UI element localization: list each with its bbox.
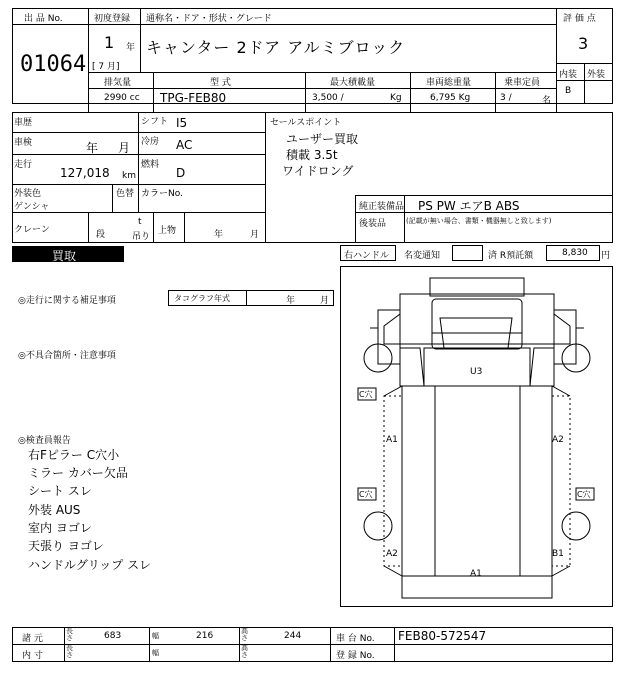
- fuel-value: D: [176, 166, 186, 180]
- dims-label: 諸 元: [22, 634, 43, 644]
- registration-label: 登 録 No.: [336, 651, 375, 661]
- lot-label: 出 品 No.: [24, 14, 63, 24]
- recycle-unit: 円: [601, 251, 611, 261]
- damage-mark-b1-right: B1: [552, 549, 564, 559]
- type-value: TPG-FEB80: [160, 91, 227, 105]
- driving-notes-label: ◎走行に関する補足事項: [18, 296, 116, 306]
- mileage-label: 走行: [14, 160, 33, 170]
- inspector-line-7: ハンドルグリップ スレ: [28, 558, 152, 572]
- color-change-label: 色替: [116, 189, 135, 199]
- ac-label: 冷房: [141, 137, 160, 147]
- load-unit: Kg: [390, 93, 402, 103]
- inspection-label: 車検: [14, 138, 33, 148]
- recycle-value: 8,830: [562, 248, 588, 258]
- weight-value: 6,795 Kg: [430, 93, 471, 103]
- interior-label: 内装: [559, 70, 578, 80]
- mileage-unit: km: [122, 171, 136, 181]
- inspection-month: 月: [118, 141, 131, 155]
- sales-point-line-3: ワイドロング: [282, 164, 354, 178]
- inner-height-label: 高さ: [241, 644, 248, 659]
- purchase-banner: 買取: [52, 249, 77, 263]
- reg-year-unit: 年: [126, 43, 136, 53]
- damage-mark-a2-right: A2: [552, 435, 564, 445]
- reg-label: 初度登録: [94, 14, 131, 24]
- exterior-color-label: 外装色: [14, 189, 42, 199]
- chassis-label: 車 台 No.: [336, 634, 375, 644]
- aftermarket-label: 後装品: [359, 219, 387, 229]
- length-label: 長さ: [66, 627, 73, 642]
- crane-ton: t: [138, 217, 142, 227]
- color-number-label: カラーNo.: [141, 189, 183, 199]
- model-value: キャンター 2ドア アルミブロック: [146, 38, 406, 57]
- tachograph-month: 月: [320, 296, 330, 306]
- steering-side: 右ハンドル: [344, 251, 390, 261]
- damage-mark-c-hole-right: C穴: [577, 490, 591, 499]
- ac-value: AC: [176, 138, 193, 152]
- reg-year-value: 1: [104, 33, 115, 52]
- height-value: 244: [284, 631, 302, 641]
- score-value: 3: [578, 34, 589, 53]
- recycle-label: 済 R預託額: [488, 251, 534, 261]
- crane-label: クレーン: [14, 225, 50, 235]
- sales-point-label: セールスポイント: [270, 118, 342, 128]
- history-label: 車歴: [14, 118, 33, 128]
- interior-score: B: [565, 86, 572, 96]
- capacity-label: 乗車定員: [504, 78, 541, 88]
- tachograph-label: タコグラフ年式: [174, 294, 230, 303]
- shift-value: I5: [176, 116, 188, 130]
- lot-number: 01064: [20, 52, 87, 77]
- equipment-label: 純正装備品: [359, 202, 405, 212]
- inspection-year: 年: [86, 141, 99, 155]
- inspector-line-6: 天張り ヨゴレ: [28, 539, 104, 553]
- inspector-line-1: 右Fピラー C穴小: [28, 448, 120, 462]
- inspector-line-5: 室内 ヨゴレ: [28, 521, 92, 535]
- name-change-label: 名変通知: [404, 251, 441, 261]
- sales-point-line-1: ユーザー買取: [286, 132, 359, 146]
- displacement-label: 排気量: [104, 78, 132, 88]
- crane-lift: 吊り: [132, 232, 151, 242]
- height-label: 高さ: [241, 627, 248, 642]
- inner-width-label: 幅: [152, 649, 159, 657]
- inspector-line-3: シート スレ: [28, 484, 92, 498]
- type-label: 型 式: [210, 78, 231, 88]
- tachograph-year: 年: [286, 296, 296, 306]
- truck-damage-diagram: [340, 266, 613, 607]
- inspector-line-2: ミラー カバー欠品: [28, 466, 128, 480]
- lift-year: 年: [214, 230, 224, 240]
- inner-length-label: 長さ: [66, 644, 73, 659]
- chassis-value: FEB80-572547: [398, 629, 487, 643]
- equipment-value: PS PW エアB ABS: [418, 199, 520, 213]
- damage-mark-a1-rear: A1: [470, 569, 482, 579]
- damage-mark-c-hole-left-bottom: C穴: [359, 490, 373, 499]
- aftermarket-note: (記載が無い場合、書類・機器無しと致します): [406, 217, 552, 225]
- weight-label: 車両総重量: [426, 78, 472, 88]
- inspector-report-label: ◎検査員報告: [18, 436, 71, 446]
- inspector-line-4: 外装 AUS: [28, 503, 81, 517]
- exterior-color-value: ゲンシャ: [14, 202, 50, 212]
- model-label: 通称名・ドア・形状・グレード: [146, 14, 272, 24]
- sales-point-line-2: 積載 3.5t: [286, 148, 338, 162]
- exterior-label: 外装: [587, 70, 606, 80]
- capacity-unit: 名: [542, 96, 552, 106]
- load-label: 最大積載量: [330, 78, 376, 88]
- damage-mark-c-hole-left-top: C穴: [359, 390, 373, 399]
- load-value: 3,500 /: [312, 93, 344, 103]
- crane-stage: 段: [96, 230, 106, 240]
- mileage-value: 127,018: [60, 166, 110, 180]
- reg-month: [ 7 月]: [92, 62, 120, 72]
- damage-mark-u3: U3: [470, 367, 483, 377]
- lift-label: 上物: [158, 226, 177, 236]
- score-label: 評 価 点: [563, 14, 596, 24]
- width-label: 幅: [152, 632, 159, 640]
- fuel-label: 燃料: [141, 160, 160, 170]
- damage-mark-a1-left: A1: [386, 435, 398, 445]
- lift-month: 月: [250, 230, 260, 240]
- capacity-value: 3 /: [500, 93, 512, 103]
- damage-mark-a2-left: A2: [386, 549, 398, 559]
- defects-label: ◎不具合箇所・注意事項: [18, 351, 116, 361]
- shift-label: シフト: [141, 117, 169, 127]
- length-value: 683: [104, 631, 122, 641]
- width-value: 216: [196, 631, 214, 641]
- inner-dims-label: 内 寸: [22, 651, 43, 661]
- displacement-value: 2990 cc: [104, 93, 140, 103]
